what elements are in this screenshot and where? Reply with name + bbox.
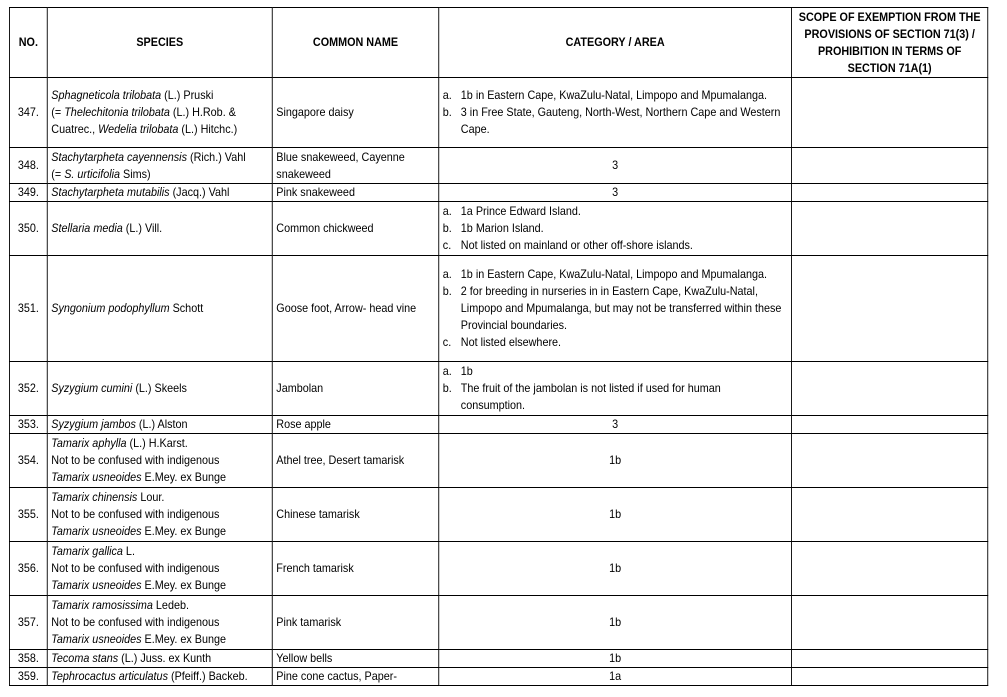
species-cell [47, 78, 272, 148]
row-number: 354. [9, 434, 47, 488]
header-common-name: COMMON NAME [272, 8, 439, 78]
common-name-cell: French tamarisk [272, 542, 439, 596]
scope-of-exemption-cell [792, 650, 988, 668]
category-area-cell [439, 202, 792, 256]
species-line [51, 166, 268, 183]
species-line [51, 597, 268, 614]
scope-of-exemption-cell [792, 668, 988, 686]
row-number: 347. [9, 78, 47, 148]
category-list [443, 87, 788, 138]
table-row [9, 184, 987, 202]
species-line [51, 469, 268, 486]
species-text: Not to be confused with indigenous [51, 507, 220, 521]
common-name-cell: Chinese tamarisk [272, 488, 439, 542]
species-line [51, 668, 268, 685]
row-number: 352. [9, 362, 47, 416]
species-text: (L.) Juss. ex Kunth [118, 651, 212, 665]
scientific-name: Tamarix usneoides [51, 578, 142, 592]
row-number: 353. [9, 416, 47, 434]
category-item [443, 220, 788, 237]
category-area-cell: 1a [439, 668, 792, 686]
table-row [9, 650, 987, 668]
table-row [9, 148, 987, 184]
category-item-text: Not listed elsewhere. [460, 335, 562, 349]
scope-of-exemption-cell [792, 78, 988, 148]
table-row [9, 668, 987, 686]
species-text: Sims) [120, 166, 151, 181]
category-list [443, 203, 788, 254]
species-text: (Rich.) Vahl [186, 149, 246, 164]
scientific-name: Tecoma stans [51, 651, 119, 665]
category-item [443, 334, 788, 351]
species-line [51, 184, 268, 201]
category-item [443, 380, 788, 414]
scientific-name: Tamarix usneoides [51, 524, 142, 538]
common-name-cell: Athel tree, Desert tamarisk [272, 434, 439, 488]
species-line [51, 149, 268, 166]
species-text: (L.) Hitchc.) [178, 122, 238, 136]
species-cell [47, 148, 272, 184]
species-text: (L.) H.Rob. & [169, 105, 236, 119]
scientific-name: Tamarix chinensis [51, 490, 138, 504]
scientific-name: S. urticifolia [64, 166, 121, 181]
species-line [51, 416, 268, 433]
category-item-label: b. [442, 381, 452, 395]
category-item-text: 1b [460, 364, 473, 378]
category-area-cell: 1b [439, 596, 792, 650]
table-row [9, 488, 987, 542]
species-cell [47, 488, 272, 542]
category-item-text: 1a Prince Edward Island. [460, 204, 581, 218]
species-line [51, 523, 268, 540]
common-name-cell: Pine cone cactus, Paper- [272, 668, 439, 686]
species-line [51, 614, 268, 631]
species-text: Not to be confused with indigenous [51, 453, 220, 467]
species-text: (= [51, 105, 65, 119]
category-item-label: a. [442, 364, 452, 378]
category-area-cell: 1b [439, 488, 792, 542]
table-row [9, 78, 987, 148]
row-number: 358. [9, 650, 47, 668]
scientific-name: Syngonium podophyllum [51, 301, 170, 315]
species-table [9, 7, 988, 686]
category-area-cell: 3 [439, 184, 792, 202]
common-name-cell: Jambolan [272, 362, 439, 416]
species-line [51, 631, 268, 648]
table-row [9, 596, 987, 650]
table-header-row [9, 8, 987, 78]
table-row [9, 542, 987, 596]
species-line [51, 452, 268, 469]
species-cell [47, 202, 272, 256]
common-name-cell: Singapore daisy [272, 78, 439, 148]
scope-of-exemption-cell [792, 148, 988, 184]
scientific-name: Tamarix ramosissima [51, 598, 153, 612]
species-text: E.Mey. ex Bunge [141, 578, 226, 592]
row-number: 359. [9, 668, 47, 686]
species-text: (= [51, 166, 65, 181]
row-number: 351. [9, 256, 47, 362]
category-list [443, 363, 788, 414]
scientific-name: Stachytarpheta mutabilis [51, 185, 170, 199]
species-text: Ledeb. [152, 598, 189, 612]
species-line [51, 87, 268, 104]
category-item-label: b. [442, 221, 452, 235]
scientific-name: Sphagneticola trilobata [51, 88, 162, 102]
common-name-cell: Pink tamarisk [272, 596, 439, 650]
header-category-area: CATEGORY / AREA [439, 8, 792, 78]
species-line [51, 104, 268, 121]
scope-of-exemption-cell [792, 542, 988, 596]
scientific-name: Wedelia trilobata [98, 122, 179, 136]
common-name-cell: Goose foot, Arrow- head vine [272, 256, 439, 362]
species-text: (L.) H.Karst. [126, 436, 188, 450]
category-area-cell [439, 78, 792, 148]
scientific-name: Syzygium jambos [51, 417, 136, 431]
category-item [443, 203, 788, 220]
species-line [51, 543, 268, 560]
species-text: Lour. [137, 490, 165, 504]
scope-of-exemption-cell [792, 434, 988, 488]
scientific-name: Syzygium cumini [51, 381, 133, 395]
species-text: Not to be confused with indigenous [51, 615, 220, 629]
category-area-cell: 1b [439, 650, 792, 668]
category-item-label: c. [442, 335, 452, 349]
row-number: 356. [9, 542, 47, 596]
species-line [51, 560, 268, 577]
category-item-text: The fruit of the jambolan is not listed if used for human consumption. [460, 381, 721, 412]
category-item-text: Not listed on mainland or other off-shore islands. [460, 238, 693, 252]
species-cell [47, 668, 272, 686]
common-name-cell: Yellow bells [272, 650, 439, 668]
scientific-name: Stachytarpheta cayennensis [51, 149, 187, 164]
species-line [51, 300, 268, 317]
species-line [51, 650, 268, 667]
scope-of-exemption-cell [792, 184, 988, 202]
category-item-text: 3 in Free State, Gauteng, North-West, Northern Cape and Western Cape. [460, 105, 781, 136]
category-item [443, 104, 788, 138]
category-item-label: a. [442, 204, 452, 218]
species-cell [47, 416, 272, 434]
species-text: E.Mey. ex Bunge [141, 524, 226, 538]
category-area-cell: 3 [439, 416, 792, 434]
species-text: E.Mey. ex Bunge [141, 632, 226, 646]
row-number: 357. [9, 596, 47, 650]
species-line [51, 220, 268, 237]
table-row [9, 416, 987, 434]
scope-of-exemption-cell [792, 488, 988, 542]
table-row [9, 434, 987, 488]
species-text: Not to be confused with indigenous [51, 561, 220, 575]
species-line [51, 380, 268, 397]
common-name-cell: Common chickweed [272, 202, 439, 256]
species-cell [47, 256, 272, 362]
species-text: (Pfeiff.) Backeb. [167, 669, 248, 683]
table-row [9, 202, 987, 256]
scope-of-exemption-cell [792, 596, 988, 650]
scientific-name: Stellaria media [51, 221, 123, 235]
category-item [443, 237, 788, 254]
scope-of-exemption-cell [792, 256, 988, 362]
category-item-text: 1b Marion Island. [460, 221, 544, 235]
species-cell [47, 596, 272, 650]
category-item-text: 2 for breeding in nurseries in in Eastern Cape, KwaZulu-Natal, Limpopo and Mpumalanga, but may not be transferred within these Provincial boundaries. [460, 284, 782, 332]
species-line [51, 506, 268, 523]
species-cell [47, 362, 272, 416]
row-number: 348. [9, 148, 47, 184]
scientific-name: Tamarix gallica [51, 544, 123, 558]
common-name-cell: Pink snakeweed [272, 184, 439, 202]
species-text: (L.) Vill. [122, 221, 163, 235]
common-name-cell: Rose apple [272, 416, 439, 434]
scientific-name: Tamarix usneoides [51, 470, 142, 484]
scientific-name: Tamarix aphylla [51, 436, 127, 450]
table-row [9, 362, 987, 416]
scope-of-exemption-cell [792, 362, 988, 416]
scientific-name: Tamarix usneoides [51, 632, 142, 646]
row-number: 355. [9, 488, 47, 542]
category-area-cell [439, 256, 792, 362]
scientific-name: Tephrocactus articulatus [51, 669, 168, 683]
category-item-text: 1b in Eastern Cape, KwaZulu-Natal, Limpopo and Mpumalanga. [460, 267, 767, 281]
species-cell [47, 542, 272, 596]
category-list [443, 266, 788, 351]
species-text: (L.) Alston [135, 417, 188, 431]
species-line [51, 489, 268, 506]
category-area-cell [439, 362, 792, 416]
species-text: (L.) Skeels [132, 381, 187, 395]
species-text: Schott [169, 301, 204, 315]
category-item [443, 87, 788, 104]
category-item [443, 283, 788, 334]
category-item-label: a. [442, 267, 452, 281]
species-text: E.Mey. ex Bunge [141, 470, 226, 484]
category-item-label: c. [442, 238, 452, 252]
category-area-cell: 1b [439, 542, 792, 596]
category-item [443, 363, 788, 380]
category-item [443, 266, 788, 283]
scientific-name: Thelechitonia trilobata [64, 105, 170, 119]
category-area-cell: 3 [439, 148, 792, 184]
category-area-cell: 1b [439, 434, 792, 488]
category-item-text: 1b in Eastern Cape, KwaZulu-Natal, Limpopo and Mpumalanga. [460, 88, 767, 102]
header-scope-of-exemption: SCOPE OF EXEMPTION FROM THE PROVISIONS OF SECTION 71(3) / PROHIBITION IN TERMS OF SECTION 71A(1) [792, 8, 988, 78]
table-body [9, 78, 987, 686]
species-cell [47, 434, 272, 488]
row-number: 349. [9, 184, 47, 202]
row-number: 350. [9, 202, 47, 256]
species-text: L. [122, 544, 135, 558]
species-line [51, 435, 268, 452]
category-item-label: a. [442, 88, 452, 102]
category-item-label: b. [442, 284, 452, 298]
scope-of-exemption-cell [792, 416, 988, 434]
species-cell [47, 650, 272, 668]
header-no: NO. [9, 8, 47, 78]
common-name-cell: Blue snakeweed, Cayenne snakeweed [272, 148, 439, 184]
header-species: SPECIES [47, 8, 272, 78]
species-text: (Jacq.) Vahl [169, 185, 230, 199]
species-line [51, 577, 268, 594]
table-row [9, 256, 987, 362]
scope-of-exemption-cell [792, 202, 988, 256]
species-text: (L.) Pruski [161, 88, 214, 102]
species-text: Cuatrec., [51, 122, 99, 136]
species-cell [47, 184, 272, 202]
category-item-label: b. [442, 105, 452, 119]
species-line [51, 121, 268, 138]
